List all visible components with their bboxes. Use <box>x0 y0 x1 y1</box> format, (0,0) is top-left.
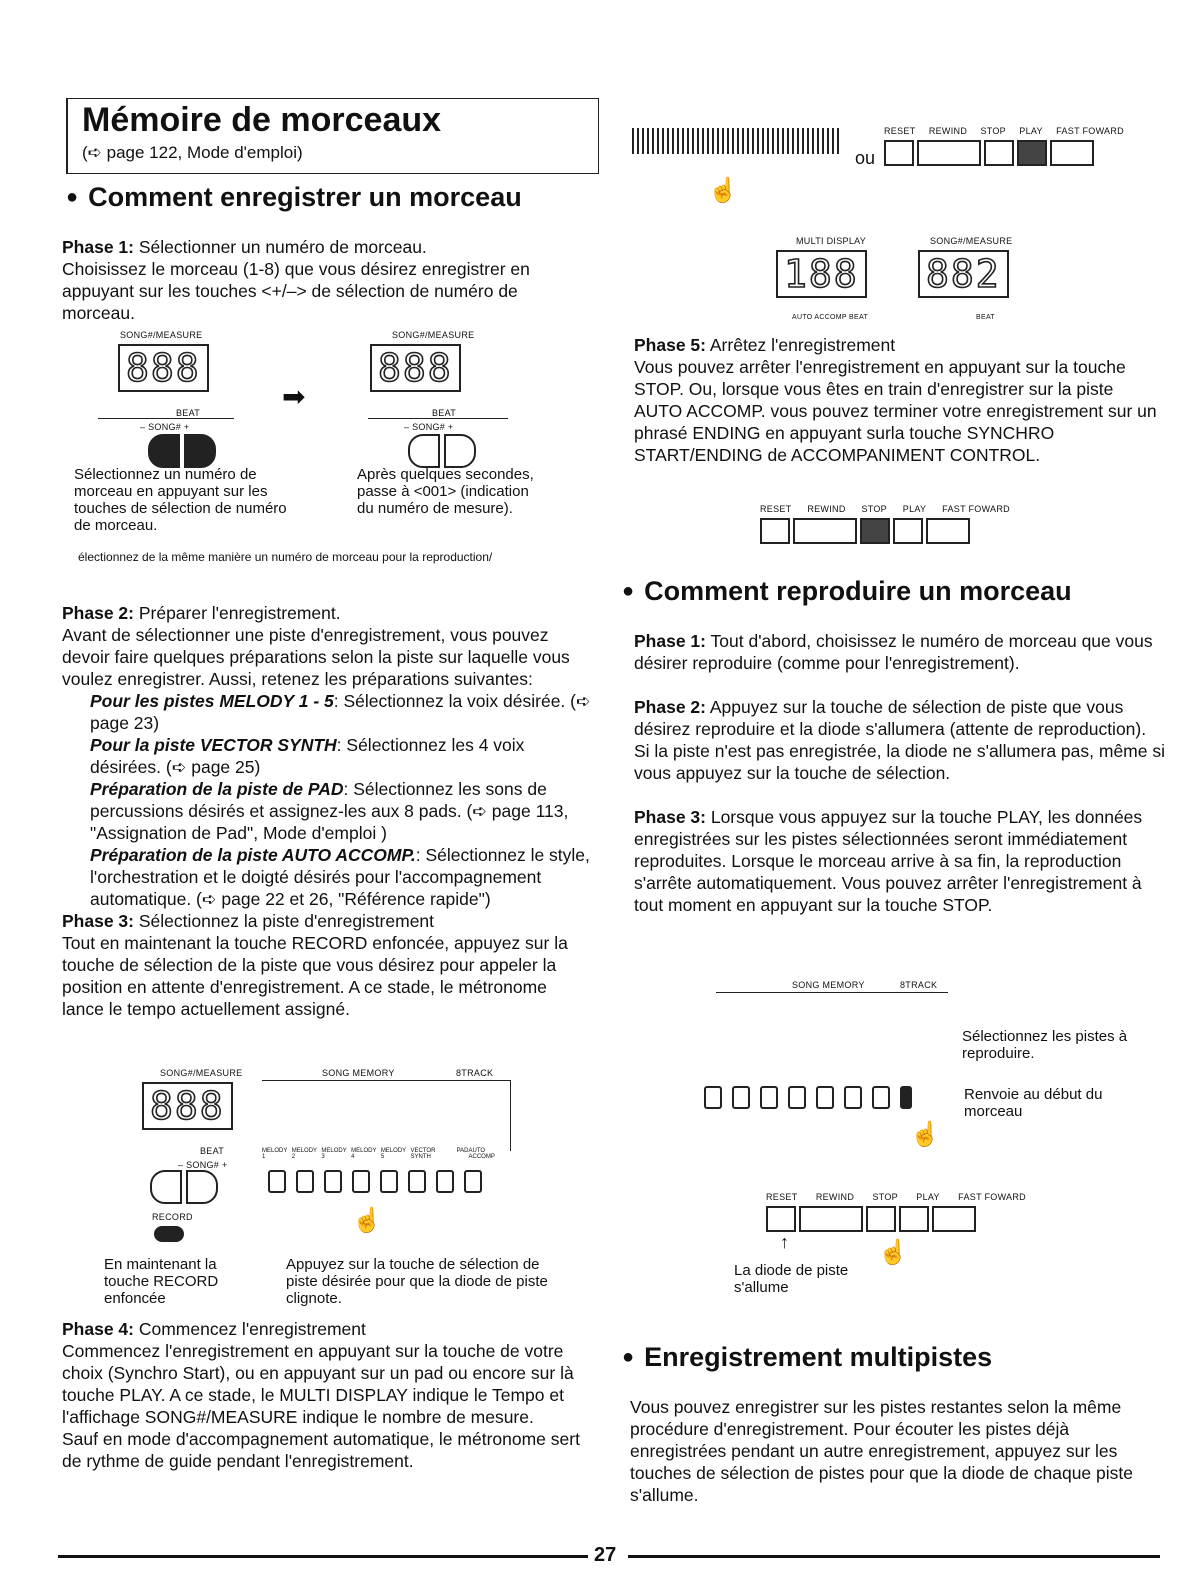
phase1-text: Choisissez le morceau (1-8) que vous désirez enregistrer en appuyant sur les touches <+/–> de sélection de numéro de morceau. <box>62 259 530 323</box>
lcd-digits-b: 888 <box>378 346 453 390</box>
keyboard-icon <box>632 128 840 154</box>
play-label-mid: PLAY <box>902 504 927 514</box>
phase4-title: Commencez l'enregistrement <box>133 1319 366 1339</box>
lcd-display-c <box>142 1082 233 1130</box>
play-track-5[interactable] <box>816 1086 834 1109</box>
multi-display-label: MULTI DISPLAY <box>796 236 867 246</box>
finger-icon: ☝ <box>352 1207 382 1234</box>
p2c-label: Préparation de la piste de PAD <box>90 779 344 799</box>
lcd-digits-c: 888 <box>150 1084 225 1128</box>
reset-label-mid: RESET <box>760 504 792 514</box>
caption-after-seconds: Après quelques secondes, passe à <001> (indication du numéro de mesure). <box>357 466 534 517</box>
transport-labels-bottom <box>766 1192 1026 1202</box>
page-title: Mémoire de morceaux <box>82 101 442 139</box>
multitrack-text: Vous pouvez enregistrer sur les pistes restantes selon la même procédure d'enregistrement. Pour écouter les pistes déjà enregistrées pendant un autre enregistrement, appuyez sur les touches de sélection de pistes pour que la diode de chaque piste s'allume. <box>630 1397 1133 1505</box>
track-button-5[interactable] <box>380 1170 398 1193</box>
track-label-4: MELODY 4 <box>351 1148 377 1160</box>
arrow-right-icon: ➡ <box>282 381 306 412</box>
r2-text: Appuyez sur la touche de sélection de piste que vous désirez reproduire et la diode s'allumera (attente de reproduction). Si la piste n'est pas enregistrée, la diode ne s'allumera pas, même si vous appuyez sur la touche de sélection. <box>634 697 1165 783</box>
reset-label: RESET <box>884 126 916 136</box>
caption-diode: La diode de piste s'allume <box>734 1262 849 1296</box>
track-button-3[interactable] <box>324 1170 342 1193</box>
phase5-label: Phase 5: <box>634 335 706 355</box>
phase2-title: Préparer l'enregistrement. <box>133 603 341 623</box>
phase1-title: Sélectionner un numéro de morceau. <box>133 237 427 257</box>
fastforward-button-mid[interactable] <box>926 518 970 544</box>
r1-label: Phase 1: <box>634 631 706 651</box>
note-reproduction: électionnez de la même manière un numéro de morceau pour la reproduction/ <box>78 550 493 564</box>
song-label-a: – SONG# + <box>140 422 190 432</box>
rewind-label-mid: REWIND <box>807 504 846 514</box>
lcd-digits-a: 888 <box>126 346 201 390</box>
play-track-1[interactable] <box>704 1086 722 1109</box>
phase3-label: Phase 3: <box>62 911 134 931</box>
track8-label: 8TRACK <box>456 1068 494 1078</box>
song-label-c: – SONG# + <box>178 1160 228 1170</box>
track-label-5: MELODY 5 <box>380 1148 407 1160</box>
lcd-display-b <box>370 344 461 392</box>
p2c-text: : Sélectionnez les sons de percussions désirés et assignez-les aux 8 pads. (➪ page 113, "Assignation de Pad", Mode d'emploi ) <box>90 779 569 843</box>
caption-select-tracks: Sélectionnez les pistes à reproduire. <box>962 1028 1128 1062</box>
song-plus-button-b[interactable] <box>444 434 476 468</box>
play-track-3[interactable] <box>760 1086 778 1109</box>
track-label-2: MELODY 2 <box>291 1148 317 1160</box>
phase4-text: Commencez l'enregistrement en appuyant sur la touche de votre choix (Synchro Start), ou en appuyant sur un pad ou encore sur là touche PLAY. A ce stade, le MULTI DISPLAY indique le Tempo et l'affichage SONG#/MEASURE indique le nombre de mesure. <box>62 1341 574 1427</box>
play-button[interactable] <box>1017 140 1047 166</box>
lcd-song <box>918 250 1009 298</box>
stop-label-bottom: STOP <box>872 1192 898 1202</box>
rewind-button-mid[interactable] <box>793 518 857 544</box>
play-phases <box>634 630 1166 916</box>
play-track-6[interactable] <box>844 1086 862 1109</box>
or-label: ou <box>855 148 876 168</box>
track8-label-r: 8TRACK <box>900 980 938 990</box>
track-label-6: VECTOR SYNTH <box>410 1148 436 1160</box>
lcd-label-b: SONG#/MEASURE <box>392 330 475 340</box>
header-box <box>66 98 599 174</box>
play-track-2[interactable] <box>732 1086 750 1109</box>
play-track-8[interactable] <box>900 1086 912 1109</box>
transport-labels-mid <box>760 504 1010 514</box>
track-bracket <box>262 1080 511 1151</box>
play-track-4[interactable] <box>788 1086 806 1109</box>
footer-rule-right <box>628 1555 1160 1558</box>
lcd-beat-b: BEAT <box>432 408 457 418</box>
song-minus-button-c[interactable] <box>150 1170 182 1204</box>
lcd-label-c: SONG#/MEASURE <box>160 1068 243 1078</box>
phase4-block <box>62 1318 592 1472</box>
song-memory-label: SONG MEMORY <box>322 1068 395 1078</box>
track-button-8[interactable] <box>464 1170 482 1193</box>
lcd-multi-sub: AUTO ACCOMP BEAT <box>792 314 868 321</box>
track-button-2[interactable] <box>296 1170 314 1193</box>
phase4-text2: Sauf en mode d'accompagnement automatique, le métronome sert de rythme de guide pendant l'enregistrement. <box>62 1429 580 1471</box>
stop-label: STOP <box>980 126 1006 136</box>
heading-play: ● Comment reproduire un morceau <box>622 576 1072 607</box>
stop-button[interactable] <box>984 140 1014 166</box>
p2a-text: : Sélectionnez la voix désirée. (➪ page 23) <box>90 691 591 733</box>
phase4-label: Phase 4: <box>62 1319 134 1339</box>
song-minus-button[interactable] <box>148 434 180 468</box>
phase1-block <box>62 236 592 324</box>
track-button-1[interactable] <box>268 1170 286 1193</box>
p2b-text: : Sélectionnez les 4 voix désirées. (➪ page 25) <box>90 735 525 777</box>
rewind-label: REWIND <box>928 126 968 136</box>
fastforward-label-mid: FAST FOWARD <box>942 504 1010 514</box>
transport-buttons-mid[interactable] <box>760 518 973 549</box>
track-button-4[interactable] <box>352 1170 370 1193</box>
reset-button[interactable] <box>884 140 914 166</box>
rewind-button-bottom[interactable] <box>799 1206 863 1232</box>
fastforward-button[interactable] <box>1050 140 1094 166</box>
phase5-block <box>634 334 1164 466</box>
lcd-beat-a: BEAT <box>176 408 201 418</box>
stop-label-mid: STOP <box>861 504 887 514</box>
phase5-title: Arrêtez l'enregistrement <box>705 335 896 355</box>
transport-labels-top <box>884 126 1124 136</box>
phase1-label: Phase 1: <box>62 237 134 257</box>
r3-text: Lorsque vous appuyez sur la touche PLAY, les données enregistrées sur les pistes sélectionnées seront immédiatement reproduites. Lorsque le morceau arrive à sa fin, la reproduction s'arrête automatiquement. Vous pouvez arrêter l'enregistrement à tout moment en appuyant sur la touche STOP. <box>634 807 1143 915</box>
track-bracket-r <box>716 992 948 1039</box>
transport-buttons-top[interactable] <box>884 140 1097 171</box>
song-buttons-c[interactable] <box>150 1170 218 1209</box>
record-button[interactable] <box>154 1226 184 1242</box>
divider-a <box>98 418 234 419</box>
p2a-label: Pour les pistes MELODY 1 - 5 <box>90 691 334 711</box>
arrow-up-icon: ↑ <box>780 1232 789 1252</box>
track-button-6[interactable] <box>408 1170 426 1193</box>
song-plus-button-c[interactable] <box>186 1170 218 1204</box>
phase2-label: Phase 2: <box>62 603 134 623</box>
song-label-b: – SONG# + <box>404 422 454 432</box>
track-button-7[interactable] <box>436 1170 454 1193</box>
song-minus-button-b[interactable] <box>408 434 440 468</box>
caption-hold-record: En maintenant la touche RECORD enfoncée <box>104 1256 219 1307</box>
phase5-text: Vous pouvez arrêter l'enregistrement en appuyant sur la touche STOP. Ou, lorsque vous êtes en train d'enregistrer sur la piste AUTO ACCOMP. vous pouvez terminer votre enregistrement sur un phrasé ENDING en appuyant surla touche SYNCHRO START/ENDING de ACCOMPANIMENT CONTROL. <box>634 357 1157 465</box>
page-subtitle: (➪ page 122, Mode d'emploi) <box>82 143 303 162</box>
lcd-label-a: SONG#/MEASURE <box>120 330 203 340</box>
play-button-bottom[interactable] <box>899 1206 929 1232</box>
caption-return-start: Renvoie au début du morceau <box>964 1086 1103 1120</box>
stop-button-mid[interactable] <box>860 518 890 544</box>
track-label-1: MELODY 1 <box>262 1148 288 1160</box>
song-measure-label: SONG#/MEASURE <box>930 236 1013 246</box>
phase2-text: Avant de sélectionner une piste d'enregistrement, vous pouvez devoir faire quelques préparations selon la piste sur laquelle vous voulez enregistrer. Aussi, retenez les préparations suivantes: <box>62 625 570 689</box>
reset-label-bottom: RESET <box>766 1192 798 1202</box>
r1-text: Tout d'abord, choisissez le numéro de morceau que vous désirer reproduire (comme pour l'enregistrement). <box>634 631 1153 673</box>
p2d-label: Préparation de la piste AUTO ACCOMP. <box>90 845 416 865</box>
rewind-label-bottom: REWIND <box>815 1192 855 1202</box>
lcd-song-sub: BEAT <box>976 314 995 321</box>
page-number: 27 <box>594 1544 617 1566</box>
transport-buttons-bottom[interactable] <box>766 1206 979 1237</box>
song-plus-button[interactable] <box>184 434 216 468</box>
finger-icon-mid: ☝ <box>910 1121 940 1148</box>
divider-b <box>368 418 508 419</box>
play-track-7[interactable] <box>872 1086 890 1109</box>
fastforward-button-bottom[interactable] <box>932 1206 976 1232</box>
reset-button-mid[interactable] <box>760 518 790 544</box>
footer-rule-left <box>58 1555 588 1558</box>
lcd-beat-c: BEAT <box>200 1146 225 1156</box>
heading-record: ● Comment enregistrer un morceau <box>66 182 522 213</box>
song-memory-label-r: SONG MEMORY <box>792 980 865 990</box>
track-label-7: PAD <box>456 1148 469 1154</box>
stop-button-bottom[interactable] <box>866 1206 896 1232</box>
play-label-bottom: PLAY <box>916 1192 940 1202</box>
caption-press-track: Appuyez sur la touche de sélection de piste désirée pour que la diode de piste clignote. <box>286 1256 548 1307</box>
lcd-multi-digits: 188 <box>784 252 859 296</box>
finger-icon-top: ☝ <box>708 177 738 204</box>
lcd-display-a <box>118 344 209 392</box>
heading-multitrack: ● Enregistrement multipistes <box>622 1342 992 1373</box>
record-label: RECORD <box>152 1212 193 1222</box>
phase2-block <box>62 602 592 1020</box>
caption-select-song: Sélectionnez un numéro de morceau en appuyant sur les touches de sélection de numéro de morceau. <box>74 466 287 534</box>
finger-icon-bottom: ☝ <box>878 1239 908 1266</box>
fastforward-label-bottom: FAST FOWARD <box>958 1192 1026 1202</box>
track-label-8: AUTO ACCOMP <box>468 1148 495 1160</box>
fastforward-label: FAST FOWARD <box>1056 126 1124 136</box>
track-label-3: MELODY 3 <box>321 1148 347 1160</box>
p2b-label: Pour la piste VECTOR SYNTH <box>90 735 337 755</box>
rewind-button[interactable] <box>917 140 981 166</box>
p2d-text: : Sélectionnez le style, l'orchestration et le doigté désirés pour l'accompagnement automatique. (➪ page 22 et 26, "Référence rapide") <box>90 845 590 909</box>
track-button-row-r[interactable] <box>704 1086 922 1114</box>
track-labels-row <box>262 1148 512 1160</box>
play-label: PLAY <box>1019 126 1043 136</box>
lcd-song-digits: 882 <box>926 252 1001 296</box>
reset-button-bottom[interactable] <box>766 1206 796 1232</box>
track-button-row[interactable] <box>268 1170 492 1198</box>
phase3-title: Sélectionnez la piste d'enregistrement <box>133 911 435 931</box>
r2-label: Phase 2: <box>634 697 706 717</box>
play-button-mid[interactable] <box>893 518 923 544</box>
r3-label: Phase 3: <box>634 807 706 827</box>
phase3-text: Tout en maintenant la touche RECORD enfoncée, appuyez sur la touche de sélection de la piste que vous désirez pour appeler la position en attente d'enregistrement. A ce stade, le métronome lance le tempo actuellement assigné. <box>62 933 568 1019</box>
lcd-multi <box>776 250 867 298</box>
